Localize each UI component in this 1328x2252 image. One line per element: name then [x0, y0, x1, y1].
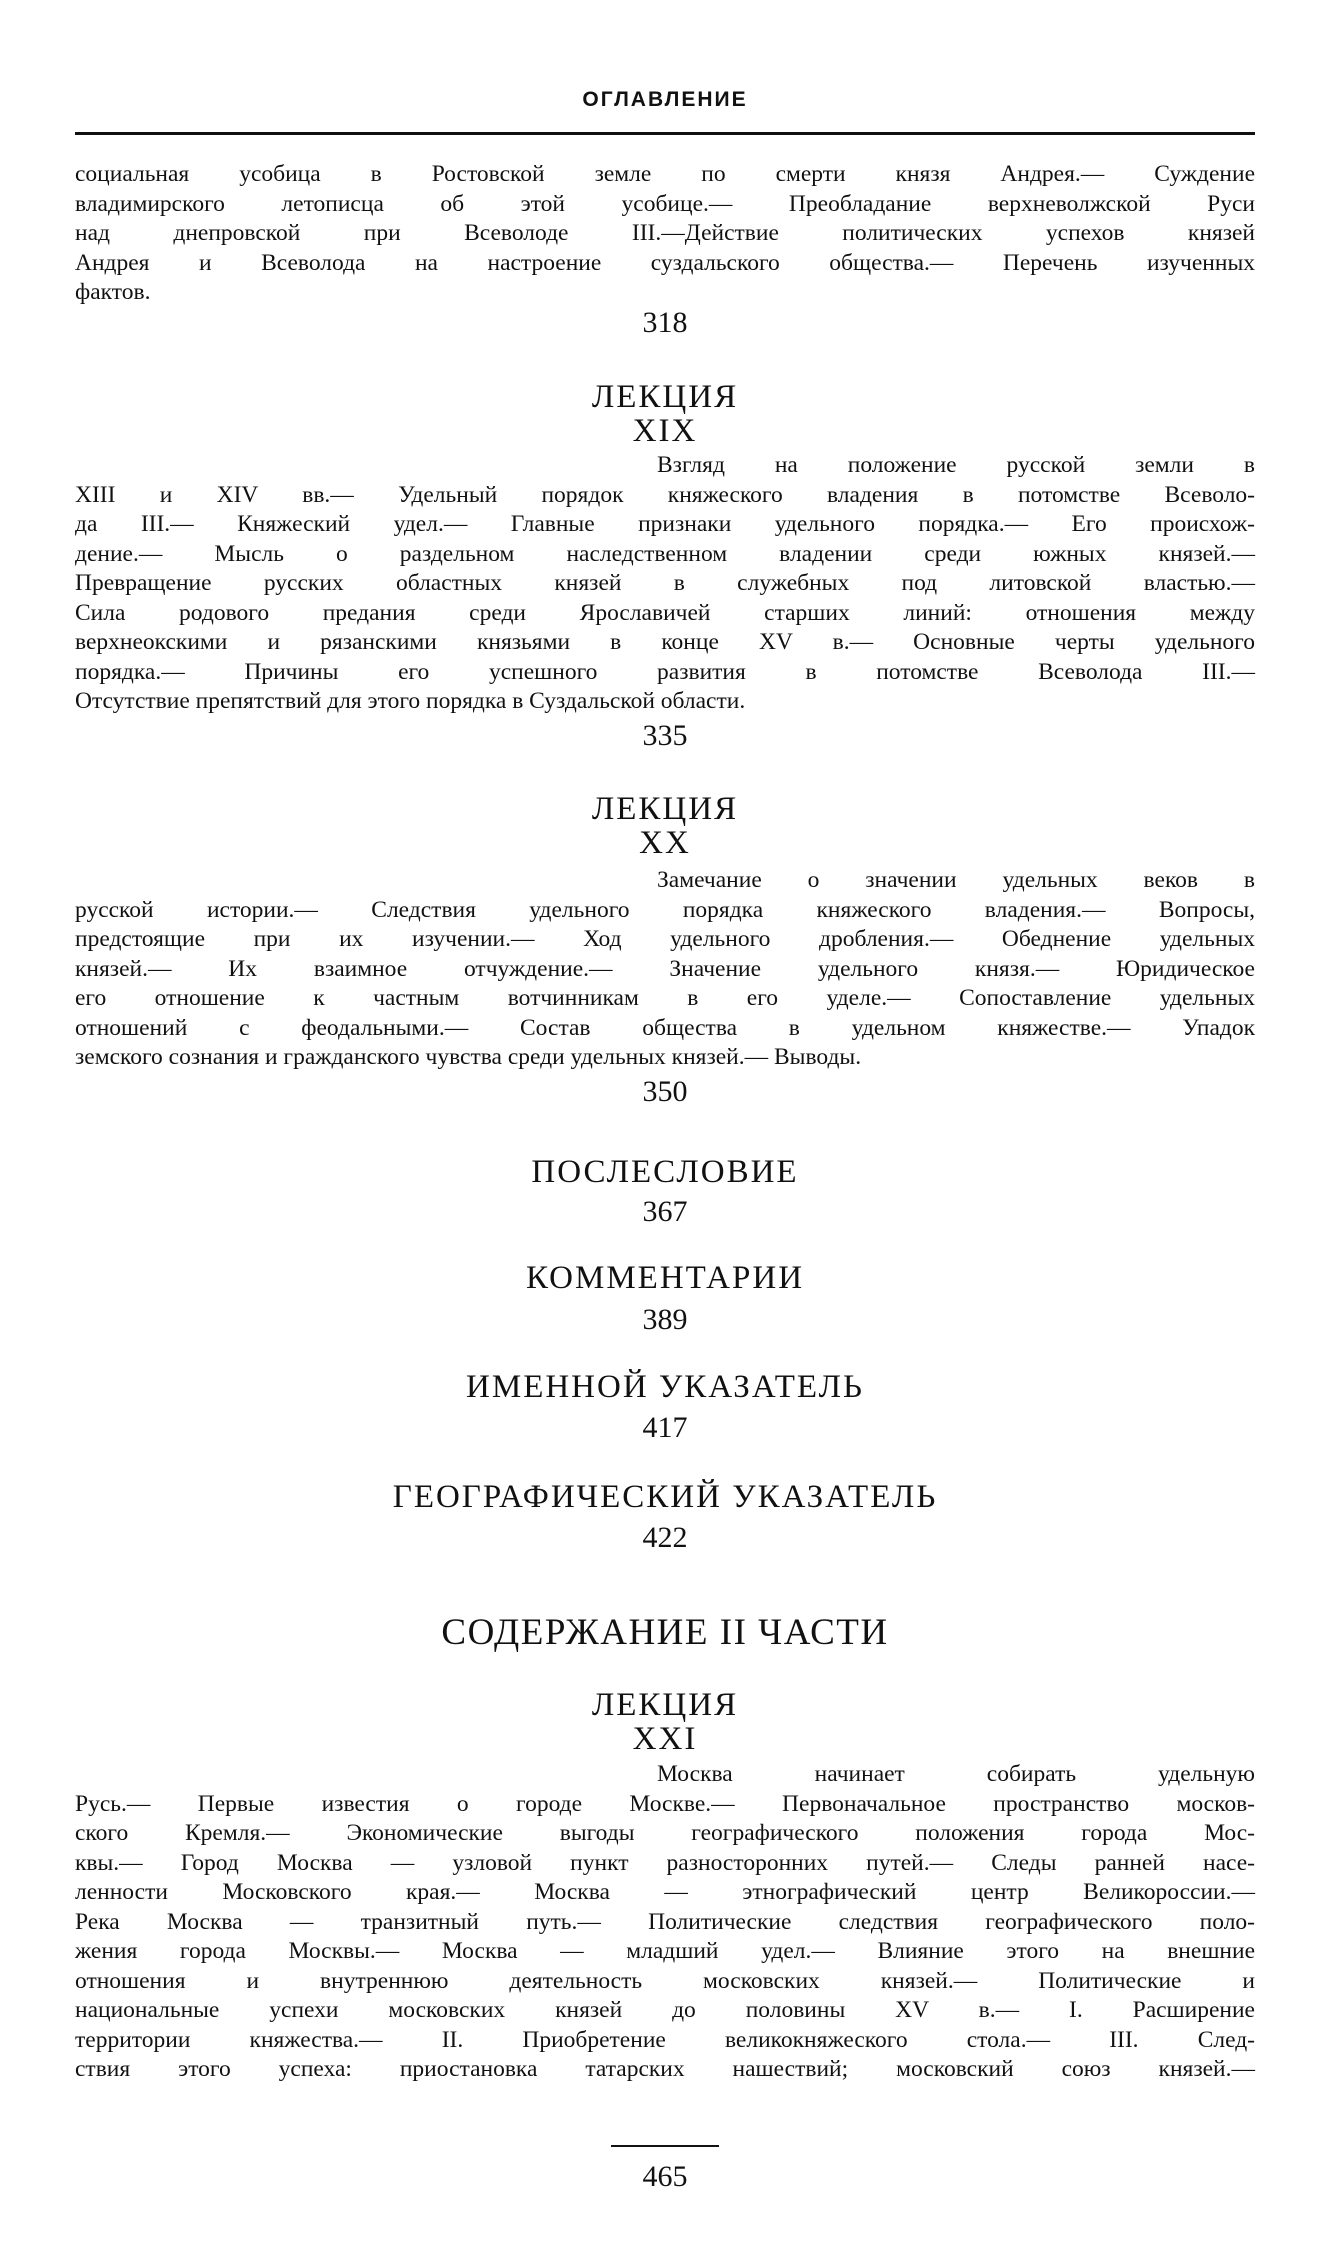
footer-rule	[611, 2145, 719, 2147]
geo-index-label: ГЕОГРАФИЧЕСКИЙ УКАЗАТЕЛЬ	[392, 1479, 938, 1515]
afterword-label: ПОСЛЕСЛОВИЕ	[531, 1154, 799, 1190]
text-line: русской истории.— Следствия удельного порядка княжеского владения.— Вопросы,	[75, 896, 1255, 923]
text-line: XIII и XIV вв.— Удельный порядок княжеского владения в потомстве Всеволо-	[75, 481, 1255, 508]
lecture-xix-label: ЛЕКЦИЯ	[591, 379, 739, 415]
text-line: Москва начинает собирать удельную	[657, 1761, 1255, 1787]
page-number-geo-index: 422	[642, 1521, 688, 1554]
lecture-xx-label: ЛЕКЦИЯ	[591, 791, 739, 827]
page-number-afterword: 367	[642, 1195, 688, 1228]
text-line: ского Кремля.— Экономические выгоды географического положения города Мос-	[75, 1820, 1255, 1846]
text-line: ленности Московского края.— Москва — этнографический центр Великороссии.—	[75, 1879, 1255, 1905]
text-line: да III.— Княжеский удел.— Главные признаки удельного порядка.— Его происхож-	[75, 511, 1255, 537]
text-line: предстоящие при их изучении.— Ход удельного дробления.— Обеднение удельных	[75, 926, 1255, 952]
text-line: его отношение к частным вотчинникам в его уделе.— Сопоставление удельных	[75, 985, 1255, 1011]
text-line: верхнеокскими и рязанскими князьями в конце XV в.— Основные черты удельного	[75, 629, 1255, 655]
text-line: владимирского летописца об этой усобице.— Преобладание верхневолжской Руси	[75, 190, 1255, 217]
page-number-commentary: 389	[642, 1303, 688, 1336]
text-line: дение.— Мысль о раздельном наследственном владении среди южных князей.—	[75, 540, 1255, 567]
lecture-xx-summary	[75, 866, 1255, 1073]
page-number-name-index: 417	[642, 1411, 688, 1444]
text-line: Замечание о значении удельных веков в	[657, 867, 1255, 893]
text-line: Превращение русских областных князей в служебных под литовской властью.—	[75, 570, 1255, 596]
text-line: Андрея и Всеволода на настроение суздальского общества.— Перечень изученных	[75, 249, 1255, 276]
text-line: социальная усобица в Ростовской земле по смерти князя Андрея.— Суждение	[75, 161, 1255, 187]
text-line: отношения и внутреннюю деятельность московских князей.— Политические и	[75, 1967, 1255, 1994]
lecture-xxi-label: ЛЕКЦИЯ	[591, 1687, 739, 1723]
name-index-label: ИМЕННОЙ УКАЗАТЕЛЬ	[466, 1369, 864, 1405]
text-line: фактов.	[75, 279, 151, 305]
text-line: Сила родового предания среди Ярославичей старших линий: отношения между	[75, 599, 1255, 626]
intro-paragraph	[75, 160, 1255, 308]
text-line: квы.— Город Москва — узловой пункт разносторонних путей.— Следы ранней насе-	[75, 1849, 1255, 1876]
text-line: Река Москва — транзитный путь.— Политические следствия географического поло-	[75, 1908, 1255, 1935]
page-number-xx: 350	[642, 1075, 688, 1108]
text-line: порядка.— Причины его успешного развития в потомстве Всеволода III.—	[75, 658, 1255, 685]
folio-page-number: 465	[642, 2160, 688, 2193]
text-line: жения города Москвы.— Москва — младший удел.— Влияние этого на внешние	[75, 1938, 1255, 1964]
lecture-xxi-summary	[75, 1760, 1255, 2085]
running-head: ОГЛАВЛЕНИЕ	[582, 88, 748, 111]
text-line: Взгляд на положение русской земли в	[657, 452, 1255, 478]
document-page	[75, 0, 1255, 2252]
part2-title: СОДЕРЖАНИЕ II ЧАСТИ	[441, 1612, 889, 1653]
text-line: национальные успехи московских князей до половины XV в.— I. Расширение	[75, 1997, 1255, 2023]
text-line: земского сознания и гражданского чувства среди удельных князей.— Выводы.	[75, 1044, 862, 1070]
text-line: отношений с феодальными.— Состав общества в удельном княжестве.— Упадок	[75, 1014, 1255, 1041]
lecture-xix-numeral: XIX	[632, 413, 698, 449]
text-line: князей.— Их взаимное отчуждение.— Значение удельного князя.— Юридическое	[75, 955, 1255, 982]
commentary-label: КОММЕНТАРИИ	[525, 1260, 805, 1296]
text-line: ствия этого успеха: приостановка татарских нашествий; московский союз князей.—	[75, 2056, 1255, 2082]
text-line: над днепровской при Всеволоде III.—Действие политических успехов князей	[75, 220, 1255, 246]
page-number-xix: 335	[642, 719, 688, 752]
text-line: территории княжества.— II. Приобретение великокняжеского стола.— III. След-	[75, 2026, 1255, 2053]
page-number-intro: 318	[642, 306, 688, 339]
text-line: Русь.— Первые известия о городе Москве.— Первоначальное пространство москов-	[75, 1790, 1255, 1817]
lecture-xxi-numeral: XXI	[632, 1721, 698, 1757]
text-line: Отсутствие препятствий для этого порядка в Суздальской области.	[75, 688, 746, 714]
lecture-xx-numeral: XX	[639, 825, 691, 861]
header-rule	[75, 132, 1255, 135]
lecture-xix-summary	[75, 451, 1255, 717]
